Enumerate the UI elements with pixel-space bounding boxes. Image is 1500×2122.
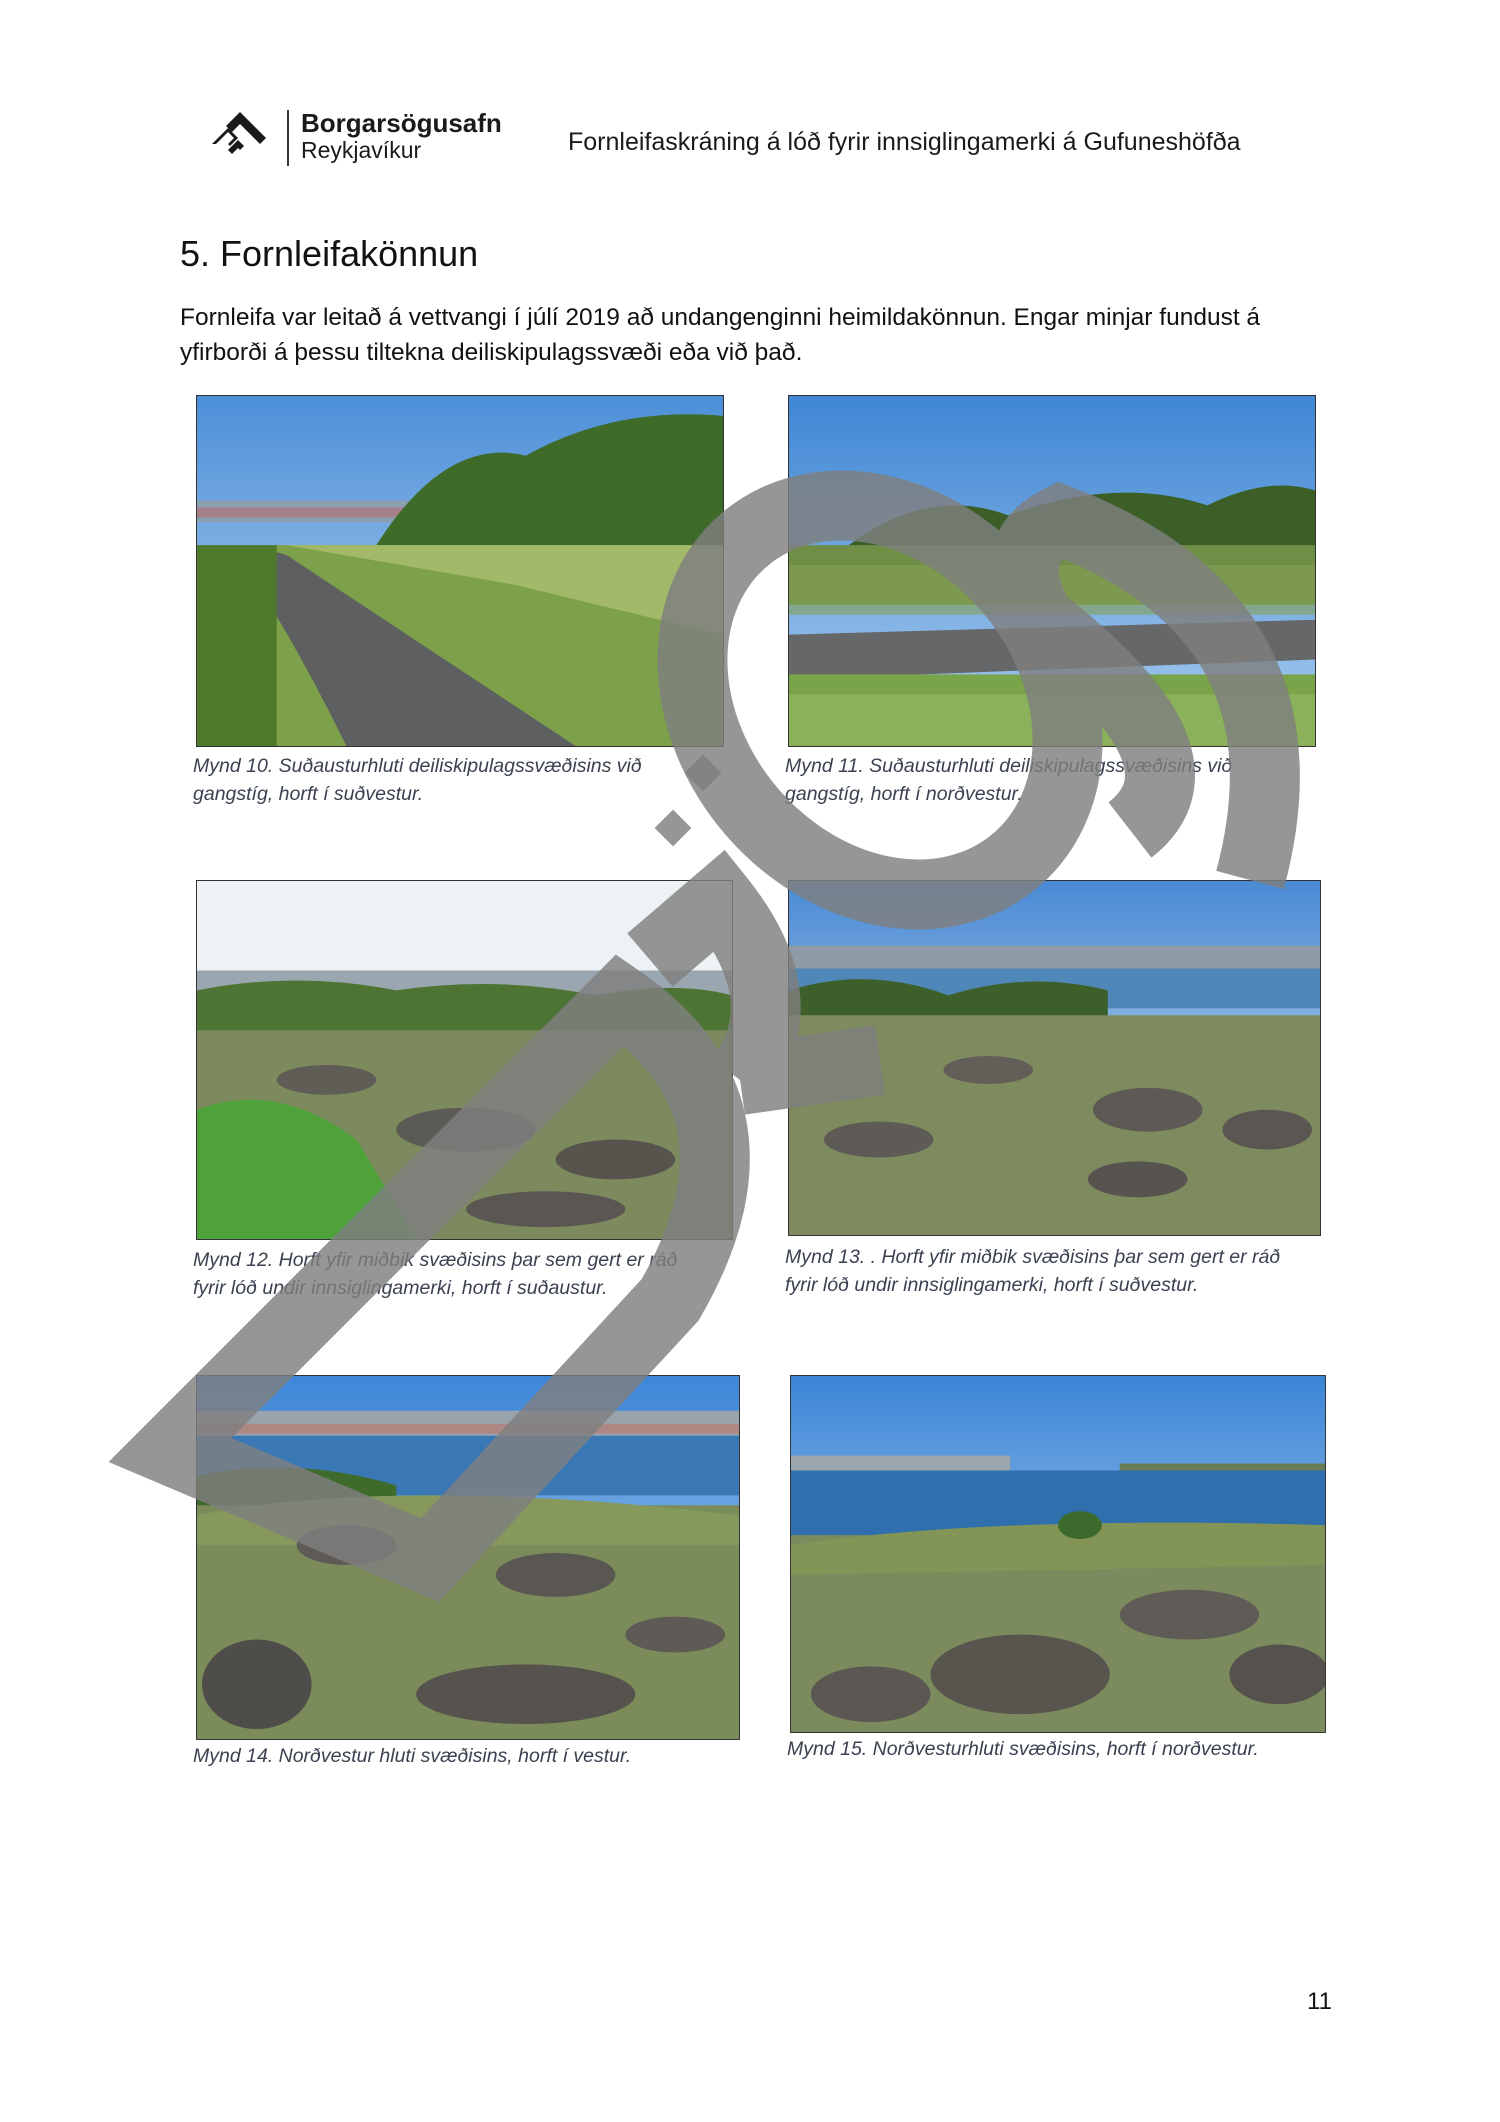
- borgarsogusafn-logo-icon: [208, 108, 270, 158]
- caption-figure-10-line1: Mynd 10. Suðausturhluti deiliskipulagssvæðisins við: [193, 755, 642, 777]
- photo-figure-15: [790, 1375, 1326, 1733]
- photo-figure-12: [196, 880, 733, 1240]
- caption-figure-10-line2: gangstíg, horft í suðvestur.: [193, 783, 424, 805]
- logo-subtitle: Reykjavíkur: [301, 137, 422, 163]
- logo-name: Borgarsögusafn: [301, 108, 502, 138]
- caption-figure-11: [785, 752, 1345, 808]
- header-title: Fornleifaskráning á lóð fyrir innsiglingamerki á Gufuneshöfða: [568, 128, 1241, 156]
- caption-figure-11-line2: gangstíg, horft í norðvestur.: [785, 783, 1023, 805]
- section-title: 5. Fornleifakönnun: [180, 233, 479, 274]
- caption-figure-10: [193, 752, 753, 808]
- caption-figure-13: [785, 1243, 1345, 1299]
- caption-figure-12-line1: Mynd 12. Horft yfir miðbik svæðisins þar sem gert er ráð: [193, 1249, 678, 1271]
- caption-figure-12: [193, 1246, 753, 1302]
- photo-figure-11: [788, 395, 1316, 747]
- caption-figure-14-line1: Mynd 14. Norðvestur hluti svæðisins, horft í vestur.: [193, 1745, 632, 1767]
- caption-figure-11-line1: Mynd 11. Suðausturhluti deiliskipulagssvæðisins við: [785, 755, 1233, 777]
- caption-figure-15-line1: Mynd 15. Norðvesturhluti svæðisins, horft í norðvestur.: [787, 1738, 1259, 1760]
- caption-figure-14: [193, 1742, 753, 1770]
- logo-divider: [287, 110, 289, 166]
- intro-paragraph: Fornleifa var leitað á vettvangi í júlí 2019 að undangenginni heimildakönnun. Engar minjar fundust á yfirborði á þessu tiltekna deiliskipulagssvæði eða við það.: [180, 304, 1261, 366]
- caption-figure-13-line2: fyrir lóð undir innsiglingamerki, horft í suðvestur.: [785, 1274, 1199, 1296]
- photo-figure-14: [196, 1375, 740, 1740]
- caption-figure-15: [787, 1735, 1347, 1763]
- photo-figure-10: [196, 395, 724, 747]
- caption-figure-13-line1: Mynd 13. . Horft yfir miðbik svæðisins þar sem gert er ráð: [785, 1246, 1281, 1268]
- caption-figure-12-line2: fyrir lóð undir innsiglingamerki, horft í suðaustur.: [193, 1277, 608, 1299]
- photo-figure-13: [788, 880, 1321, 1236]
- page-number: 11: [1307, 1988, 1332, 2015]
